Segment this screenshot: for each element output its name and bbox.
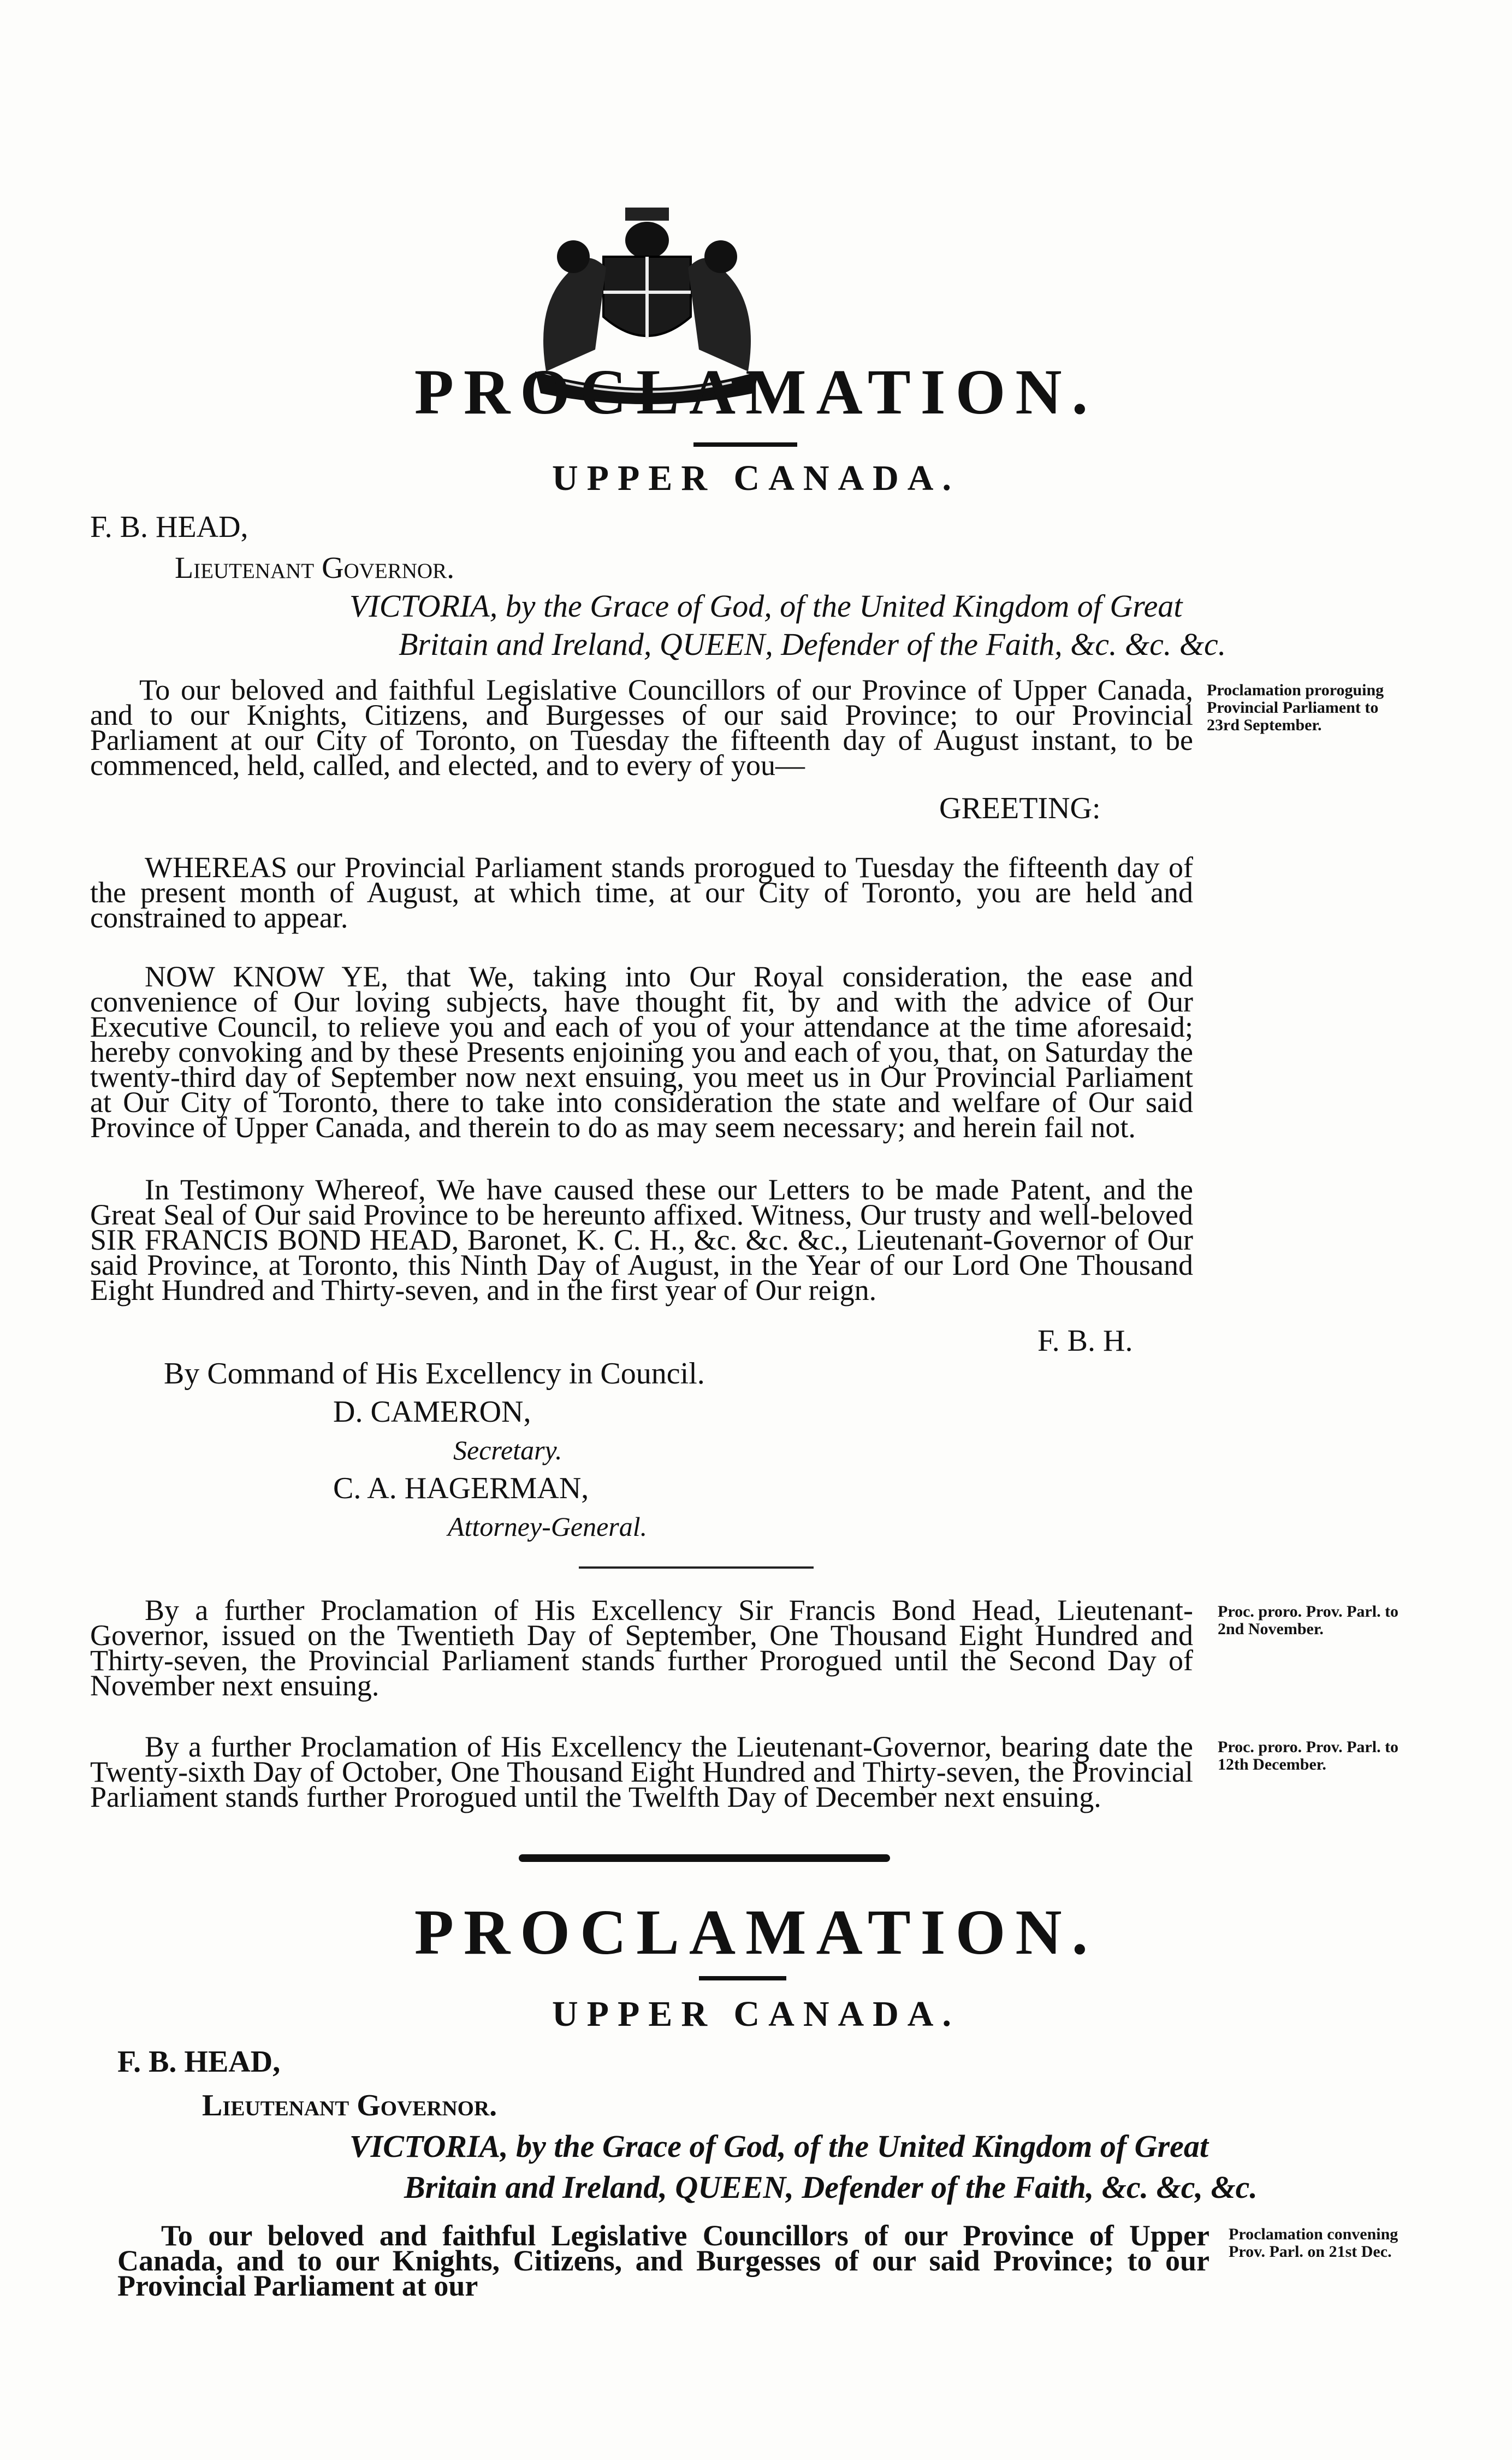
victoria-line-2: Britain and Ireland, QUEEN, Defender of the Faith, &c. &c. &c.	[399, 626, 1226, 662]
further-proclamation-2: By a further Proclamation of His Excellency the Lieutenant-Governor, bearing date the Twenty-sixth Day of October, One Thousand Eight Hundred and Thirty-seven, the Provincial Parliament stands further Prorogued until the Twelfth Day of December next ensuing.	[90, 1730, 1193, 1813]
attorney-name: C. A. HAGERMAN,	[333, 1471, 589, 1505]
section-divider	[579, 1566, 814, 1569]
by-command: By Command of His Excellency in Council.	[164, 1357, 705, 1391]
signer-name-2: F. B. HEAD,	[117, 2045, 281, 2079]
margin-note-3: Proc. proro. Prov. Parl. to 12th December.	[1218, 1738, 1399, 1773]
secretary-name: D. CAMERON,	[333, 1395, 531, 1429]
margin-note-4: Proclamation convening Prov. Parl. on 21st Dec.	[1229, 2225, 1398, 2261]
now-know-paragraph: NOW KNOW YE, that We, taking into Our Royal consideration, the ease and convenience of Our loving subjects, have thought fit, by and with the advice of Our Executive Council, to relieve you and each of you of your attendance at the time aforesaid; hereby convoking and by these Presents enjoining you and each of you, that, on Saturday the twenty-third day of September now next ensuing, you meet us in Our Provincial Parliament at Our City of Toronto, there to take into consideration the state and welfare of Our said Province of Upper Canada, and therein to do as may seem necessary; and herein fail not.	[90, 960, 1193, 1144]
initials: F. B. H.	[1037, 1324, 1133, 1358]
upper-canada-subtitle: UPPER CANADA.	[552, 458, 960, 498]
signer-role: Lieutenant Governor.	[175, 551, 455, 585]
margin-note-1: Proclamation proroguing Provincial Parliament to 23rd September.	[1207, 681, 1384, 734]
margin-note-2: Proc. proro. Prov. Parl. to 2nd November.	[1218, 1602, 1399, 1638]
proclamation-title-2: PROCLAMATION.	[414, 1896, 1098, 1968]
title-rule-2	[699, 1976, 786, 1980]
secretary-title: Secretary.	[453, 1435, 562, 1465]
further-proclamation-1: By a further Proclamation of His Excellency Sir Francis Bond Head, Lieutenant-Governor, issued on the Twentieth Day of September, One Thousand Eight Hundred and Thirty-seven, the Provincial Parliament stands further Prorogued until the Second Day of November next ensuing.	[90, 1594, 1193, 1702]
greeting: GREETING:	[939, 791, 1101, 825]
whereas-paragraph: WHEREAS our Provincial Parliament stands prorogued to Tuesday the fifteenth day of the present month of August, at which time, at our City of Toronto, you are held and constrained to appear.	[90, 851, 1193, 934]
proclamation-title: PROCLAMATION.	[414, 356, 1098, 428]
address-paragraph: To our beloved and faithful Legislative Councillors of our Province of Upper Canada, and to our Knights, Citizens, and Burgesses of our said Province; to our Provincial Parliament at our City of Toronto, on Tuesday the fifteenth day of August instant, to be commenced, held, called, and elected, and to every of you—	[90, 673, 1193, 782]
section-thick-rule	[519, 1854, 890, 1862]
attorney-title: Attorney-General.	[448, 1511, 648, 1542]
testimony-paragraph: In Testimony Whereof, We have caused these our Letters to be made Patent, and the Great Seal of Our said Province to be hereunto affixed. Witness, Our trusty and well-beloved SIR FRANCIS BOND HEAD, Baronet, K. C. H., &c. &c. &c., Lieutenant-Governor of Our said Province, at Toronto, this Ninth Day of August, in the Year of our Lord One Thousand Eight Hundred and Thirty-seven, and in the first year of Our reign.	[90, 1173, 1193, 1306]
signer-name: F. B. HEAD,	[90, 510, 248, 544]
victoria-line-2b: Britain and Ireland, QUEEN, Defender of the Faith, &c. &c, &c.	[404, 2169, 1258, 2205]
upper-canada-subtitle-2: UPPER CANADA.	[552, 1994, 960, 2034]
address-paragraph-2: To our beloved and faithful Legislative Councillors of our Province of Upper Canada, and to our Knights, Citizens, and Burgesses of our said Province; to our Provincial Parliament at our	[117, 2219, 1209, 2302]
victoria-line-1b: VICTORIA, by the Grace of God, of the United Kingdom of Great	[349, 2128, 1208, 2164]
victoria-line-1: VICTORIA, by the Grace of God, of the United Kingdom of Great	[349, 588, 1183, 624]
signer-role-2: Lieutenant Governor.	[202, 2089, 497, 2122]
title-rule	[693, 442, 797, 447]
